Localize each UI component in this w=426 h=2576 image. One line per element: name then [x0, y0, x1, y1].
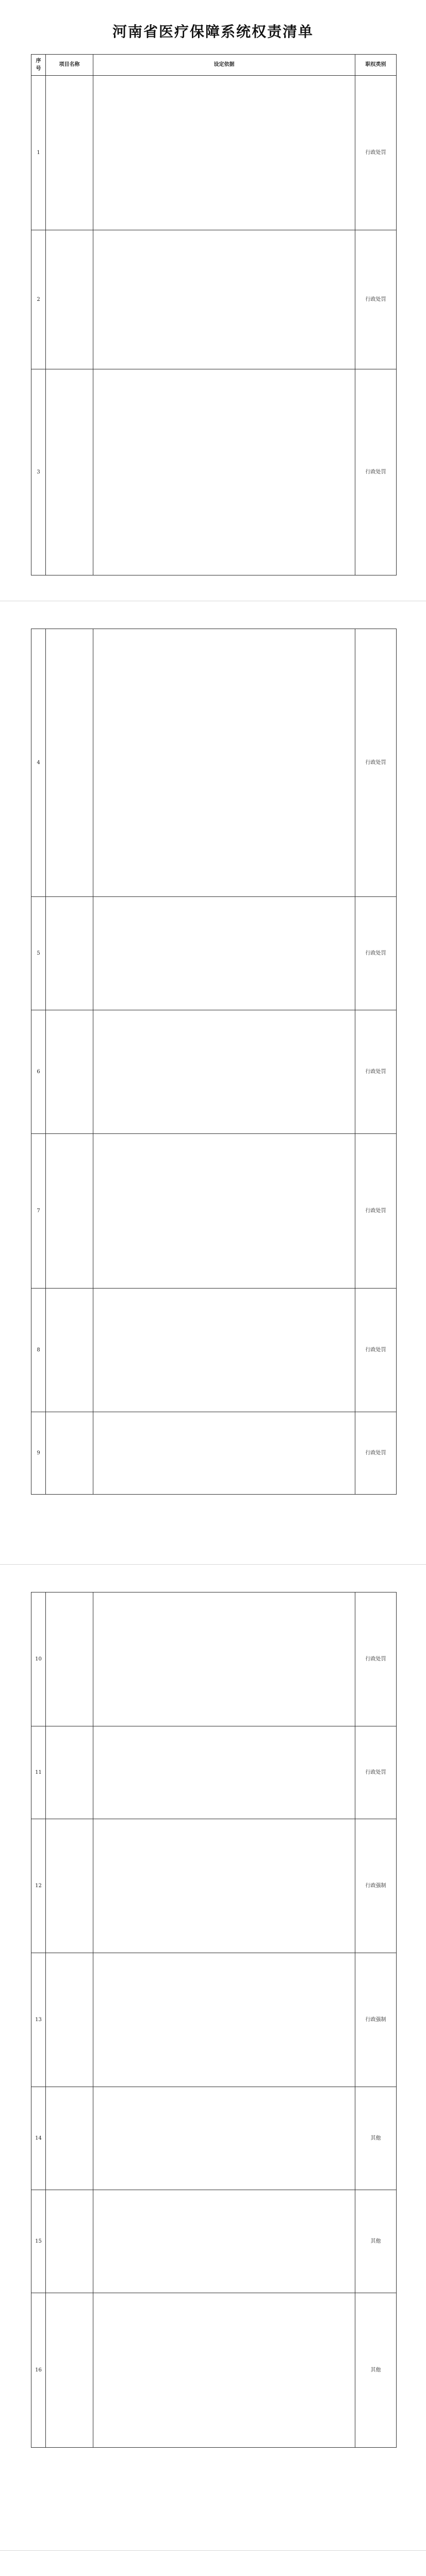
row-number: 8 [31, 1289, 46, 1412]
page-divider [0, 601, 426, 605]
legal-basis-text [93, 1010, 355, 1134]
legal-basis-text [93, 2293, 355, 2448]
page-divider [0, 1564, 426, 1569]
power-type: 行政处罚 [355, 1412, 397, 1495]
row-number: 11 [31, 1726, 46, 1819]
table-row [31, 2293, 397, 2448]
header-type: 职权类别 [355, 55, 397, 76]
table-body-page-1 [31, 76, 397, 575]
row-number: 15 [31, 2190, 46, 2293]
item-name [46, 629, 93, 897]
row-number: 3 [31, 369, 46, 575]
power-type: 行政处罚 [355, 1010, 397, 1134]
legal-basis-text [93, 897, 355, 1010]
legal-basis-text [93, 2087, 355, 2190]
row-number: 14 [31, 2087, 46, 2190]
legal-basis-text [93, 1289, 355, 1412]
item-name [46, 1953, 93, 2087]
power-type: 其他 [355, 2190, 397, 2293]
document-title: 河南省医疗保障系统权责清单 [112, 23, 314, 40]
table-row [31, 76, 397, 230]
item-name [46, 230, 93, 369]
table-row [31, 629, 397, 897]
legal-basis-text [93, 230, 355, 369]
power-type: 行政处罚 [355, 369, 397, 575]
item-name [46, 1819, 93, 1953]
item-name [46, 1726, 93, 1819]
row-number: 5 [31, 897, 46, 1010]
power-type: 行政强制 [355, 1953, 397, 2087]
row-number: 6 [31, 1010, 46, 1134]
table-row [31, 1819, 397, 1953]
table-row [31, 1592, 397, 1726]
power-type: 行政处罚 [355, 76, 397, 230]
table-row [31, 1010, 397, 1134]
row-number: 12 [31, 1819, 46, 1953]
page-sheet-1 [0, 0, 426, 592]
table-body-page-2 [31, 629, 397, 1495]
table-row [31, 369, 397, 575]
table-row [31, 2087, 397, 2190]
item-name [46, 1289, 93, 1412]
item-name [46, 2293, 93, 2448]
page-divider [0, 2550, 426, 2555]
power-list-table-page-1 [31, 54, 397, 575]
power-type: 行政处罚 [355, 1289, 397, 1412]
power-type: 行政强制 [355, 1819, 397, 1953]
legal-basis-text [93, 1592, 355, 1726]
power-type: 行政处罚 [355, 1134, 397, 1289]
header-name: 项目名称 [46, 55, 93, 76]
power-type: 行政处罚 [355, 1592, 397, 1726]
table-row [31, 1412, 397, 1495]
table-row [31, 1953, 397, 2087]
table-row [31, 2190, 397, 2293]
power-type: 行政处罚 [355, 1726, 397, 1819]
power-type: 其他 [355, 2087, 397, 2190]
page-sheet-4 [0, 2566, 426, 2576]
legal-basis-text [93, 1134, 355, 1289]
page-sheet-2 [0, 613, 426, 1556]
item-name [46, 76, 93, 230]
row-number: 13 [31, 1953, 46, 2087]
row-number: 2 [31, 230, 46, 369]
item-name [46, 1412, 93, 1495]
power-type: 行政处罚 [355, 629, 397, 897]
table-row [31, 1289, 397, 1412]
power-type: 其他 [355, 2293, 397, 2448]
row-number: 1 [31, 76, 46, 230]
item-name [46, 2190, 93, 2293]
power-type: 行政处罚 [355, 230, 397, 369]
row-number: 9 [31, 1412, 46, 1495]
item-name [46, 2087, 93, 2190]
item-name [46, 1010, 93, 1134]
table-row [31, 1134, 397, 1289]
header-basis: 设定依据 [93, 55, 355, 76]
legal-basis-text [93, 76, 355, 230]
row-number: 16 [31, 2293, 46, 2448]
page-sheet-3 [0, 1577, 426, 2540]
power-list-table-page-2 [31, 629, 397, 1495]
item-name [46, 897, 93, 1010]
table-row [31, 230, 397, 369]
row-number: 10 [31, 1592, 46, 1726]
row-number: 7 [31, 1134, 46, 1289]
row-number: 4 [31, 629, 46, 897]
legal-basis-text [93, 1412, 355, 1495]
table-row [31, 1726, 397, 1819]
table-body-page-3 [31, 1592, 397, 2448]
power-type: 行政处罚 [355, 897, 397, 1010]
legal-basis-text [93, 1953, 355, 2087]
legal-basis-text [93, 2190, 355, 2293]
legal-basis-text [93, 369, 355, 575]
legal-basis-text [93, 629, 355, 897]
item-name [46, 1592, 93, 1726]
legal-basis-text [93, 1726, 355, 1819]
legal-basis-text [93, 1819, 355, 1953]
table-header [31, 55, 397, 76]
header-no: 序号 [31, 55, 46, 76]
power-list-table-page-3 [31, 1592, 397, 2448]
item-name [46, 1134, 93, 1289]
table-row [31, 897, 397, 1010]
header-row [31, 55, 397, 76]
item-name [46, 369, 93, 575]
